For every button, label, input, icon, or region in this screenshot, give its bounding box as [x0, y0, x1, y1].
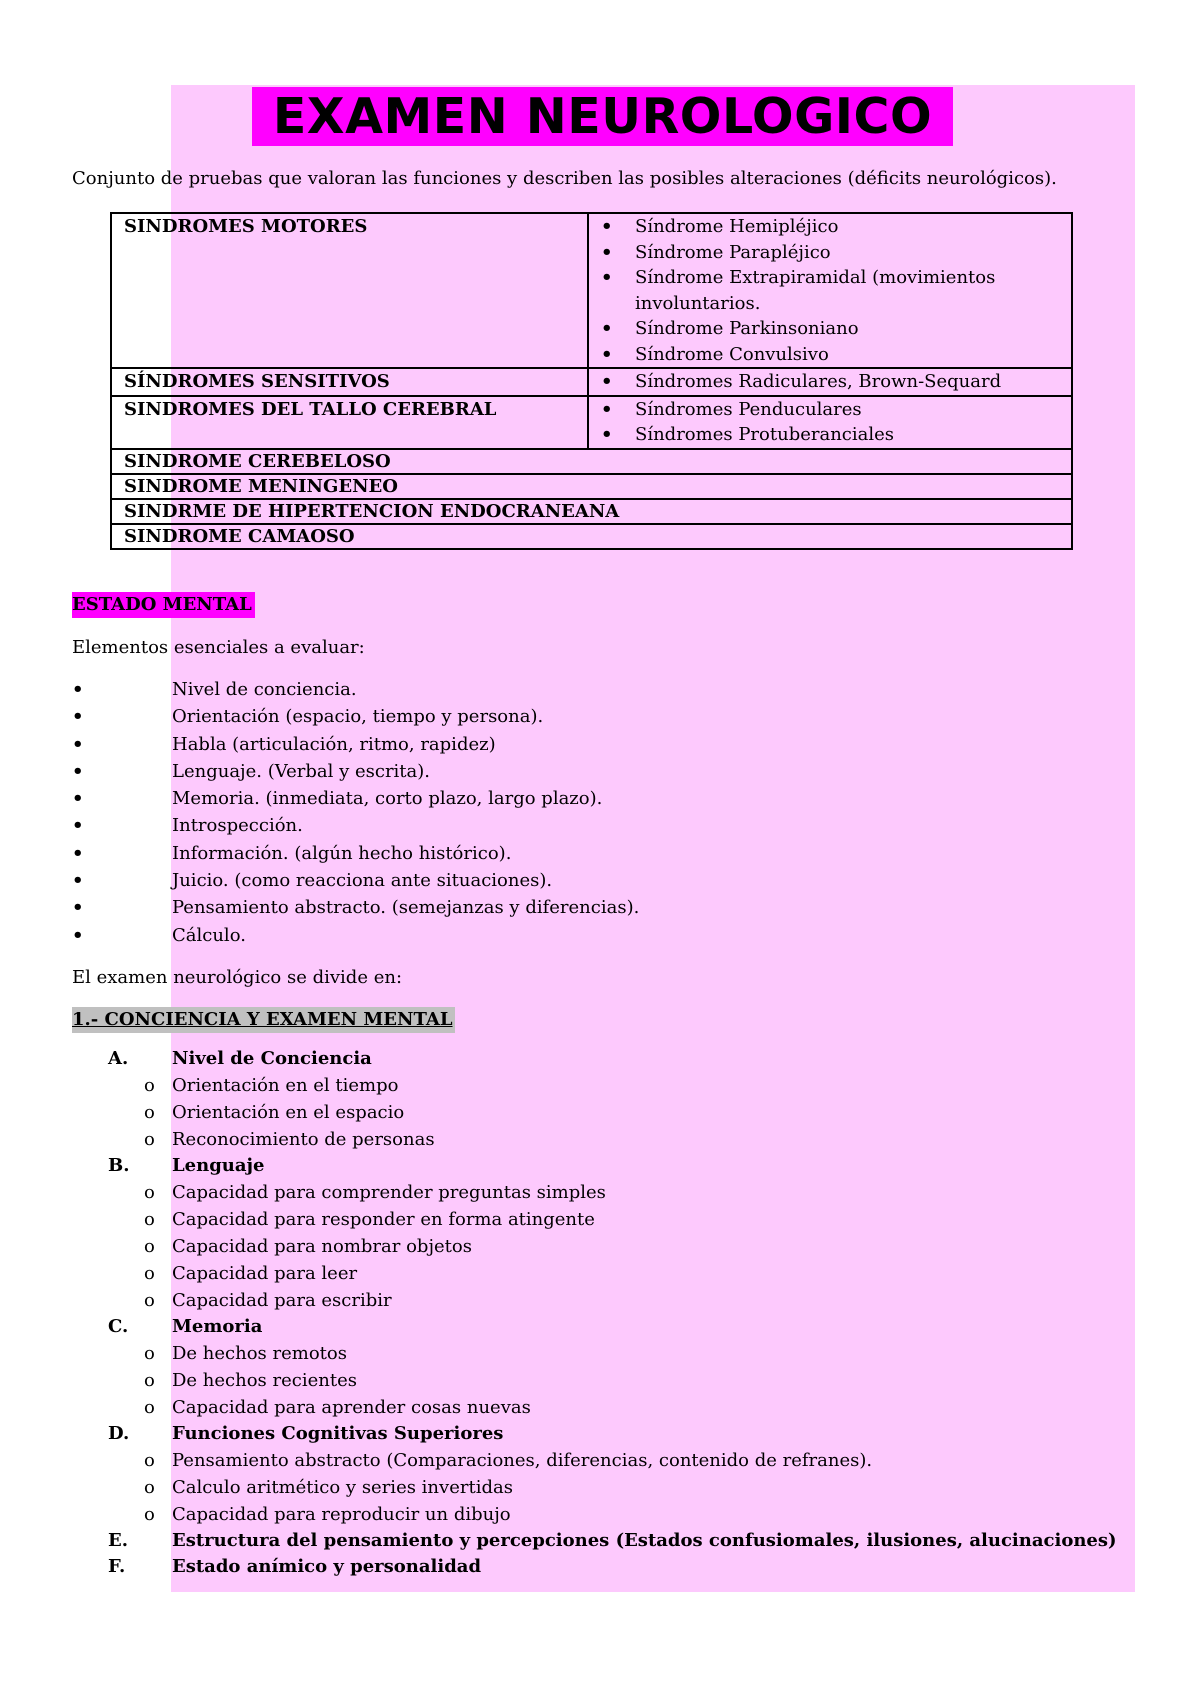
mental-state-subtitle: Elementos esenciales a evaluar: — [72, 637, 365, 658]
group-label: Lenguaje — [172, 1155, 265, 1176]
table-row — [111, 396, 1072, 449]
group-label: Memoria — [172, 1316, 263, 1337]
list-item: • Síndrome Parapléjico — [601, 240, 1071, 266]
syndrome-label: SÍNDROMES SENSITIVOS — [111, 368, 588, 396]
bullet-glyph: o — [144, 1477, 155, 1498]
list-item: • Síndromes Protuberanciales — [601, 422, 1071, 448]
outline-group — [0, 1153, 1200, 1179]
bullet-glyph: o — [144, 1182, 155, 1203]
mental-state-heading: ESTADO MENTAL — [72, 592, 255, 618]
intro-paragraph: Conjunto de pruebas que valoran las funciones y describen las posibles alteraciones (déficits neurológicos). — [72, 168, 1057, 189]
list-item: • Pensamiento abstracto. (semejanzas y diferencias). — [72, 894, 639, 921]
list-item: • Orientación (espacio, tiempo y persona). — [72, 703, 639, 730]
bullet-glyph: o — [144, 1209, 155, 1230]
list-item — [0, 1394, 1200, 1421]
table-row — [111, 449, 1072, 474]
list-item: • Síndromes Radiculares, Brown-Sequard — [601, 369, 1071, 395]
syndrome-items-cell — [588, 396, 1072, 449]
list-item — [0, 1233, 1200, 1260]
group-letter: B. — [108, 1155, 130, 1176]
outline-group — [0, 1421, 1200, 1447]
list-item — [0, 1367, 1200, 1394]
list-item-text: Reconocimiento de personas — [172, 1129, 435, 1150]
list-item: • Síndrome Convulsivo — [601, 342, 1071, 368]
bullet-glyph: o — [144, 1370, 155, 1391]
table-row — [111, 499, 1072, 524]
list-item-text: De hechos recientes — [172, 1370, 357, 1391]
list-item-text: De hechos remotos — [172, 1343, 347, 1364]
outline-group — [0, 1314, 1200, 1340]
list-item-text: Calculo aritmético y series invertidas — [172, 1477, 513, 1498]
group-label: Estructura del pensamiento y percepciones (Estados confusiomales, ilusiones, alucinaciones) — [172, 1530, 1117, 1551]
section1-outline — [0, 1046, 1200, 1580]
division-text: El examen neurológico se divide en: — [72, 967, 403, 988]
table-row — [111, 474, 1072, 499]
group-letter: D. — [108, 1423, 130, 1444]
bullet-glyph: o — [144, 1290, 155, 1311]
list-item-text: Orientación en el tiempo — [172, 1075, 399, 1096]
page-title: EXAMEN NEUROLOGICO — [252, 87, 953, 146]
list-item: • Nivel de conciencia. — [72, 676, 639, 703]
bullet-glyph: o — [144, 1504, 155, 1525]
bullet-glyph: o — [144, 1263, 155, 1284]
syndrome-full-row: SINDRME DE HIPERTENCION ENDOCRANEANA — [111, 499, 1072, 524]
list-item — [0, 1501, 1200, 1528]
syndrome-items-list — [601, 214, 1071, 367]
list-item — [0, 1287, 1200, 1314]
bullet-glyph: o — [144, 1397, 155, 1418]
list-item: • Juicio. (como reacciona ante situaciones). — [72, 867, 639, 894]
syndrome-full-row: SINDROME CEREBELOSO — [111, 449, 1072, 474]
outline-group — [0, 1554, 1200, 1580]
list-item — [0, 1126, 1200, 1153]
syndromes-table-body — [111, 213, 1072, 549]
bullet-glyph: o — [144, 1102, 155, 1123]
group-letter: A. — [108, 1048, 129, 1069]
list-item: • Información. (algún hecho histórico). — [72, 840, 639, 867]
list-item-text: Orientación en el espacio — [172, 1102, 405, 1123]
outline-group — [0, 1046, 1200, 1072]
list-item-text: Capacidad para aprender cosas nuevas — [172, 1397, 531, 1418]
group-letter: C. — [108, 1316, 129, 1337]
syndrome-items-list — [601, 397, 1071, 448]
list-item: • Síndrome Hemipléjico — [601, 214, 1071, 240]
list-item: • Memoria. (inmediata, corto plazo, largo plazo). — [72, 785, 639, 812]
list-item: • Síndrome Extrapiramidal (movimientos involuntarios. — [601, 265, 1071, 316]
list-item-text: Pensamiento abstracto (Comparaciones, diferencias, contenido de refranes). — [172, 1450, 873, 1471]
group-label: Estado anímico y personalidad — [172, 1556, 482, 1577]
list-item-text: Capacidad para reproducir un dibujo — [172, 1504, 511, 1525]
group-letter: E. — [108, 1530, 128, 1551]
syndrome-full-row: SINDROME CAMAOSO — [111, 524, 1072, 549]
bullet-glyph: o — [144, 1236, 155, 1257]
list-item — [0, 1474, 1200, 1501]
list-item: • Síndromes Penduculares — [601, 397, 1071, 423]
list-item — [0, 1072, 1200, 1099]
list-item-text: Capacidad para escribir — [172, 1290, 392, 1311]
syndrome-label: SINDROMES MOTORES — [111, 213, 588, 368]
bullet-glyph: o — [144, 1450, 155, 1471]
list-item: • Cálculo. — [72, 922, 639, 949]
syndrome-full-row: SINDROME MENINGENEO — [111, 474, 1072, 499]
list-item — [0, 1447, 1200, 1474]
section1-heading: 1.- CONCIENCIA Y EXAMEN MENTAL — [72, 1007, 455, 1033]
bullet-glyph: o — [144, 1343, 155, 1364]
table-row — [111, 368, 1072, 396]
list-item — [0, 1340, 1200, 1367]
bullet-glyph: o — [144, 1129, 155, 1150]
list-item: • Lenguaje. (Verbal y escrita). — [72, 758, 639, 785]
list-item — [0, 1179, 1200, 1206]
syndrome-items-list — [601, 369, 1071, 395]
table-row — [111, 524, 1072, 549]
list-item — [0, 1099, 1200, 1126]
group-label: Funciones Cognitivas Superiores — [172, 1423, 504, 1444]
bullet-glyph: o — [144, 1075, 155, 1096]
list-item — [0, 1260, 1200, 1287]
list-item — [0, 1206, 1200, 1233]
group-letter: F. — [108, 1556, 126, 1577]
list-item-text: Capacidad para comprender preguntas simples — [172, 1182, 606, 1203]
syndrome-items-cell — [588, 213, 1072, 368]
syndrome-label: SINDROMES DEL TALLO CEREBRAL — [111, 396, 588, 449]
list-item: • Habla (articulación, ritmo, rapidez) — [72, 731, 639, 758]
table-row — [111, 213, 1072, 368]
mental-state-list — [72, 676, 639, 949]
outline-group — [0, 1528, 1200, 1554]
list-item-text: Capacidad para leer — [172, 1263, 358, 1284]
list-item: • Síndrome Parkinsoniano — [601, 316, 1071, 342]
syndromes-table — [110, 212, 1073, 550]
list-item: • Introspección. — [72, 812, 639, 839]
syndrome-items-cell — [588, 368, 1072, 396]
list-item-text: Capacidad para responder en forma atingente — [172, 1209, 595, 1230]
group-label: Nivel de Conciencia — [172, 1048, 372, 1069]
list-item-text: Capacidad para nombrar objetos — [172, 1236, 472, 1257]
